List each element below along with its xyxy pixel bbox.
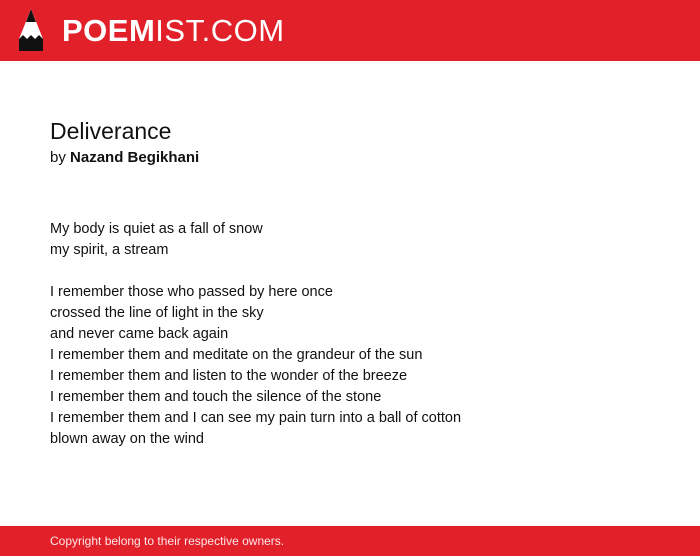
poem-title: Deliverance [50, 118, 172, 144]
site-footer [0, 526, 700, 556]
copyright-text: Copyright belong to their respective owners. [50, 534, 285, 548]
logo-text-light: IST.COM [155, 13, 285, 48]
logo-text-strong: POEM [62, 13, 156, 48]
site-logo-link[interactable] [62, 14, 285, 48]
poem-byline [50, 148, 670, 168]
poem-body [50, 219, 670, 450]
poem-line: blown away on the wind [50, 431, 204, 447]
poem-line: I remember them and meditate on the grandeur of the sun [50, 347, 423, 363]
poem-line: I remember them and touch the silence of the stone [50, 389, 382, 405]
byline-label: by [50, 149, 66, 166]
poem-line: I remember them and I can see my pain turn into a ball of cotton [50, 410, 462, 426]
poem-line: My body is quiet as a fall of snow [50, 221, 263, 237]
poem-line: I remember those who passed by here once [50, 284, 333, 300]
pencil-icon[interactable] [18, 9, 44, 51]
poem-line: my spirit, a stream [50, 242, 169, 258]
stanza-break [50, 261, 670, 282]
site-header [0, 0, 700, 61]
poem-line: crossed the line of light in the sky [50, 305, 264, 321]
poem-header [50, 117, 670, 168]
author-link[interactable]: Nazand Begikhani [70, 149, 200, 166]
poem-line: and never came back again [50, 326, 229, 342]
poem-line: I remember them and listen to the wonder of the breeze [50, 368, 408, 384]
